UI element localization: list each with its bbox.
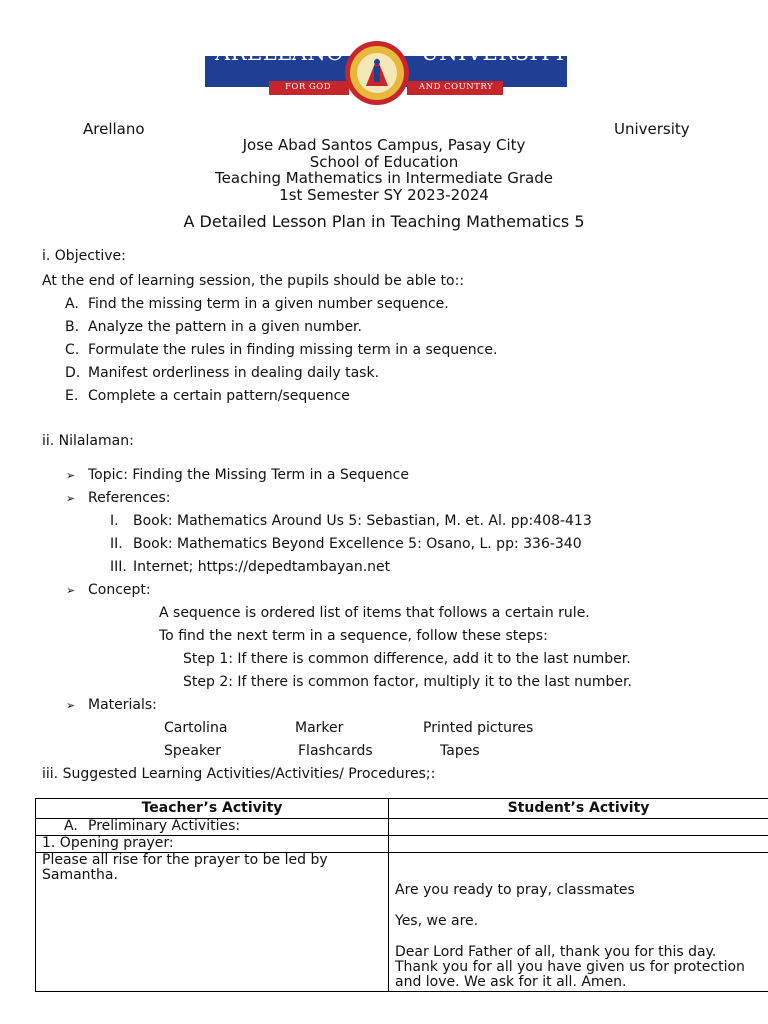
arrow-bullet-icon: ➢ [66,492,76,505]
university-seal-icon [344,40,410,106]
prelim-marker: A. [64,818,78,834]
concept-label: Concept: [88,582,151,598]
objective-item: Find the missing term in a given number sequence. [88,296,449,312]
objective-marker: E. [65,388,79,404]
page-title: A Detailed Lesson Plan in Teaching Mathematics 5 [183,212,585,231]
materials-label: Materials: [88,697,157,713]
university-logo [205,40,567,106]
header-right-name: University [614,120,690,138]
reference-marker: I. [110,513,119,529]
table-row [36,836,768,853]
concept-step: Step 2: If there is common factor, multiply it to the last number. [183,674,632,690]
logo-motto-right: AND COUNTRY [419,82,494,92]
material-item: Printed pictures [423,720,534,736]
student-prayer-cell [389,853,768,992]
logo-right-word: UNIVERSITY [421,41,568,65]
reference-marker: III. [110,559,127,575]
table-header-row [36,799,768,819]
activities-heading: iii. Suggested Learning Activities/Activities/ Procedures;: [42,766,436,782]
objective-item: Formulate the rules in finding missing term in a sequence. [88,342,498,358]
objective-item: Analyze the pattern in a given number. [88,319,362,335]
school-line: School of Education [309,153,459,171]
material-item: Speaker [164,743,221,759]
topic-line: Topic: Finding the Missing Term in a Sequence [88,467,409,483]
semester-line: 1st Semester SY 2023-2024 [279,186,489,204]
concept-line: A sequence is ordered list of items that follows a certain rule. [159,605,590,621]
teacher-prayer-text: Please all rise for the prayer to be led by Samantha. [42,852,328,883]
teacher-prayer-cell [36,853,389,992]
course-line: Teaching Mathematics in Intermediate Grade [215,169,553,187]
empty-cell [389,836,768,853]
arrow-bullet-icon: ➢ [66,584,76,597]
student-yes-line: Yes, we are. [395,913,479,929]
arrow-bullet-icon: ➢ [66,699,76,712]
header-left-name: Arellano [83,120,145,138]
concept-line: To find the next term in a sequence, follow these steps: [159,628,548,644]
logo-motto-left: FOR GOD [285,82,332,92]
reference-item: Book: Mathematics Beyond Excellence 5: Osano, L. pp: 336-340 [133,536,582,552]
student-prayer-text: Dear Lord Father of all, thank you for this day. Thank you for all you have given us for protection and love. We ask for it all. Amen. [395,944,745,990]
objective-marker: A. [65,296,79,312]
objective-marker: B. [65,319,80,335]
objective-item: Manifest orderliness in dealing daily task. [88,365,380,381]
student-ready-line: Are you ready to pray, classmates [395,882,635,898]
student-column-header: Student’s Activity [389,799,768,819]
reference-marker: II. [110,536,123,552]
arrow-bullet-icon: ➢ [66,469,76,482]
objective-heading: i. Objective: [42,248,126,264]
logo-left-word: ARELLANO [215,41,344,65]
material-item: Tapes [440,743,480,759]
table-row [36,819,768,836]
concept-step: Step 1: If there is common difference, add it to the last number. [183,651,631,667]
material-item: Cartolina [164,720,228,736]
campus-line: Jose Abad Santos Campus, Pasay City [242,136,526,154]
empty-cell [389,819,768,836]
prelim-cell [36,819,389,836]
objective-item: Complete a certain pattern/sequence [88,388,350,404]
objective-intro: At the end of learning session, the pupils should be able to:: [42,273,465,289]
material-item: Flashcards [298,743,373,759]
prelim-label: Preliminary Activities: [88,818,241,834]
objective-marker: D. [65,365,81,381]
teacher-column-header: Teacher’s Activity [36,799,389,819]
content-heading: ii. Nilalaman: [42,433,134,449]
objective-marker: C. [65,342,80,358]
opening-prayer-cell: 1. Opening prayer: [36,836,389,853]
table-row [36,853,768,992]
references-label: References: [88,490,171,506]
reference-item: Internet; https://depedtambayan.net [133,559,391,575]
reference-item: Book: Mathematics Around Us 5: Sebastian, M. et. Al. pp:408-413 [133,513,592,529]
activities-table [35,798,768,992]
material-item: Marker [295,720,344,736]
